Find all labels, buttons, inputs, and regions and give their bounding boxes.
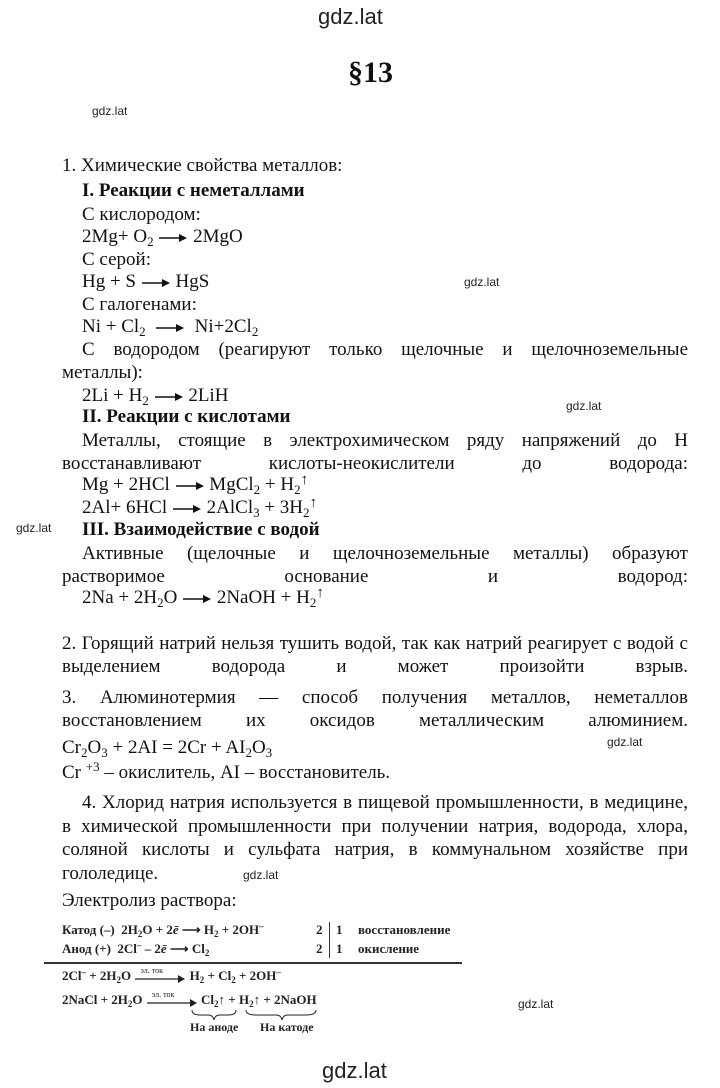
cathode-coef-1: 1	[336, 922, 343, 937]
equation-li-h2: $2Li + H_2$ 2LiH	[82, 385, 229, 408]
equation-hg-s: Hg + S HgS	[82, 271, 210, 292]
equation-na-h2o: $2Na + 2H_2O$ 2NaOH + $H_2↑$	[82, 585, 324, 610]
at-anode-label: На аноде	[190, 1020, 239, 1034]
section-title: II. Реакции с кислотами	[82, 406, 291, 427]
el-current-label: эл. ток	[151, 990, 175, 1000]
water-text: Активные (щелочные и щелочноземельные металлы) образуют растворимое основание и водород:	[62, 543, 688, 587]
cathode-row: Катод (–) $2H_2O$ + 2ē ⟶ $H_2 + 2OH^-$	[62, 921, 264, 939]
watermark: gdz.lat	[607, 735, 643, 749]
watermark: gdz.lat	[92, 104, 128, 118]
equation-aluminothermy: $Cr_2O_3 + 2AI = 2Cr + AI_2O_3$	[62, 737, 273, 760]
watermark: gdz.lat	[566, 399, 602, 413]
watermark: gdz.lat	[318, 4, 383, 29]
watermark: gdz.lat	[464, 275, 500, 289]
el-current-label: эл. ток	[140, 966, 163, 976]
oxidation-label: окисление	[358, 941, 420, 956]
q4-text: 4. Хлорид натрия используется в пищевой промышленности, в медицине, в химической промышленности при получении натрия, водорода, хлора, соляной кислоты и сульфата натрия, в коммунальном хозяйстве при гололедице.	[62, 792, 688, 884]
halogen-label: С галогенами:	[82, 294, 197, 315]
q3-text: 3. Алюминотермия — способ получения металлов, неметаллов восстановлением их оксидов металлическим алюминием.	[62, 687, 688, 731]
ionic-equation: $2Cl^- + 2H_2O$ эл. ток $H_2 + Cl_2 + 2OH^-$	[62, 968, 281, 984]
divider	[44, 962, 462, 964]
oxygen-label: С кислородом:	[82, 204, 201, 225]
watermark: gdz.lat	[243, 868, 279, 882]
divider	[329, 922, 330, 958]
at-cathode-label: На катоде	[260, 1020, 314, 1034]
q1-heading: 1. Химические свойства металлов:	[62, 155, 343, 176]
equation-al-hcl: 2Al+ 6HCl 2AlCl$_3$ + $3H_2↑$	[82, 495, 318, 520]
equation-ni-cl2: $Ni + Cl_2$ $Ni+2Cl_2$	[82, 316, 259, 339]
redox-text: – окислитель, AI – восстановитель.	[104, 762, 391, 783]
electrolysis-label: Электролиз раствора:	[62, 890, 237, 911]
cathode-label: Катод (–)	[62, 922, 115, 937]
hydrogen-text: С водородом (реагируют только щелочные и щелочноземельные металлы):	[62, 339, 688, 383]
cathode-coef: 2	[316, 922, 323, 937]
reduction-label: восстановление	[358, 922, 451, 937]
anode-coef-1: 1	[336, 941, 343, 956]
anode-coef: 2	[316, 941, 323, 956]
watermark: gdz.lat	[518, 997, 554, 1011]
watermark: gdz.lat	[322, 1058, 387, 1083]
anode-label: Анод (+)	[62, 941, 111, 956]
section-title: I. Реакции с неметаллами	[82, 180, 305, 201]
molecular-equation: 2NaCl + $2H_2O$ эл. ток $Cl_2↑$ + $H_2↑$ + 2NaOH	[62, 992, 317, 1008]
equation-mg-o2: $2Mg+ O_2$ 2MgO	[82, 226, 243, 249]
page-title: §13	[348, 56, 393, 89]
equation-mg-hcl: Mg + 2HCl MgCl$_2$ + $H_2↑$	[82, 472, 309, 497]
sulfur-label: С серой:	[82, 249, 151, 270]
section-title: III. Взаимодействие с водой	[82, 519, 320, 540]
q2-text: 2. Горящий натрий нельзя тушить водой, так как натрий реагирует с водой с выделением водорода и может произойти взрыв.	[62, 633, 688, 677]
redox-line: Cr $^{+3}$ – окислитель, AI – восстановитель.	[62, 759, 391, 783]
acids-text: Металлы, стоящие в электрохимическом ряду напряжений до H восстанавливают кислоты-неокислители до водорода:	[62, 430, 688, 474]
watermark: gdz.lat	[16, 521, 52, 535]
anode-row: Анод (+) 2Cl– – 2ē ⟶ $Cl_2$	[62, 940, 210, 958]
